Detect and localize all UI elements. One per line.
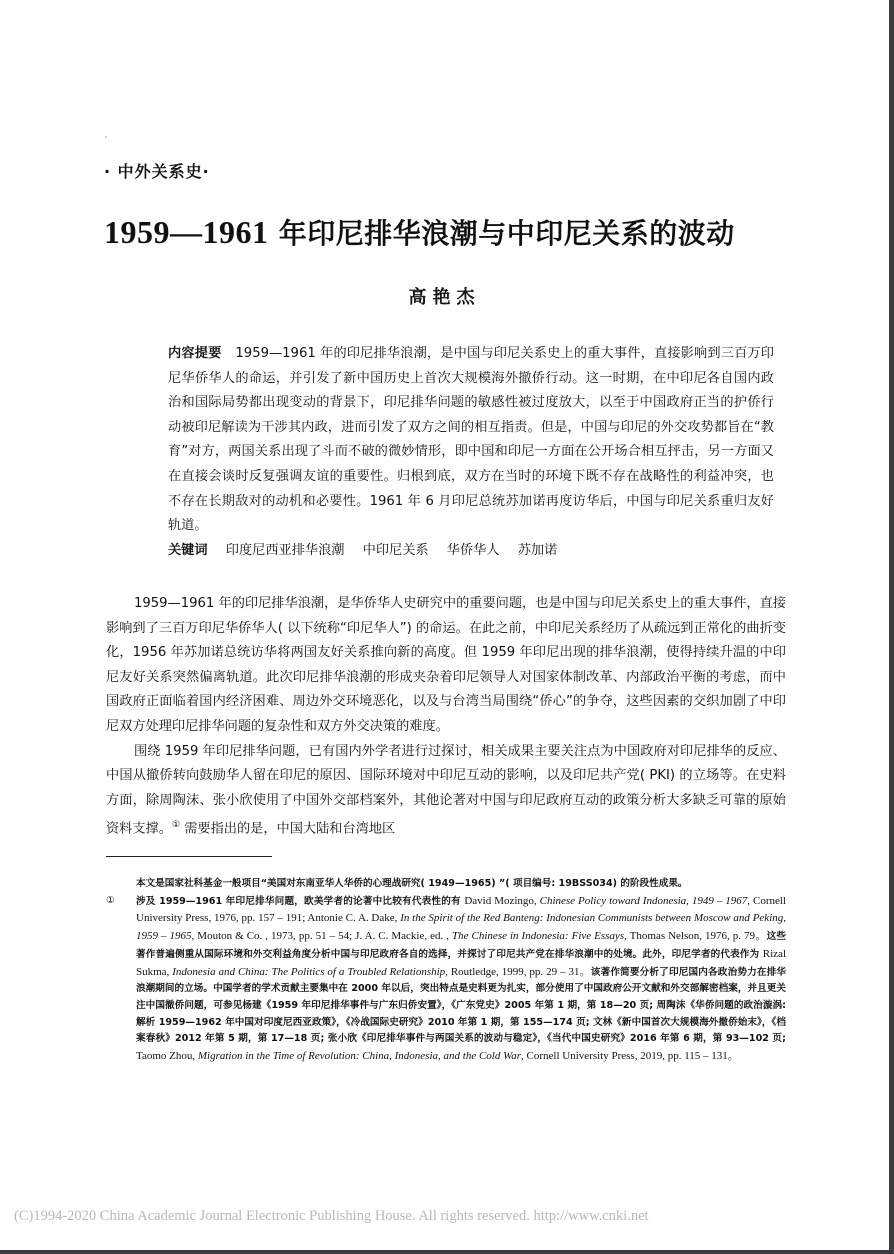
paragraph-text: 围绕 1959 年印尼排华问题，已有国内外学者进行过探讨，相关成果主要关注点为中国政府对印尼排华的反应、中国从撤侨转向鼓励华人留在印尼的原因、国际环境对中印尼互动的影响，以及印尼共产党( PKI) 的立场等。在史料方面，除周陶沫、张小欣使用了中国外交部档案外，其他论著对中国与印尼政府互动的政策分析大多缺乏可靠的原始资料支撑。 [106,743,786,837]
author: 高艳杰 [408,287,481,308]
footnote-text [136,893,786,1066]
fn-title: In the Spirit of the Red Banteng: Indonesian Communists between Moscow and Peking, 1959 – 1965 [136,912,786,943]
body-text [106,592,786,842]
fn-part: , Cornell University Press, 1976, pp. 157 – 191; Antonie C. A. Dake, [136,894,786,925]
abstract [168,342,774,539]
fn-part: , Routledge, 1999, pp. 29 – 31。 [445,965,591,978]
article-title [104,212,804,252]
fn-title: Indonesia and China: The Politics of a Troubled Relationship [172,965,446,978]
keywords-label: 关键词 [168,543,208,558]
abstract-label: 内容提要 [168,346,222,361]
fn-part: Taomo Zhou, [136,1050,198,1063]
fn-part: 涉及 1959—1961 年印尼排华问题，欧美学者的论著中比较有代表性的有 [136,895,465,907]
fn-title: The Chinese in Indonesia: Five Essays [452,930,625,943]
keyword: 印度尼西亚排华浪潮 [225,543,345,558]
keyword: 苏加诺 [517,543,558,558]
footnote-1 [106,893,786,1066]
fn-title: Chinese Policy toward Indonesia, 1949 – 1967 [539,894,748,907]
footnote-mark: ① [106,894,115,906]
paragraph: 1959—1961 年的印尼排华浪潮，是华侨华人史研究中的重要问题，也是中国与印尼关系史上的重大事件，直接影响到了三百万印尼华侨华人( 以下统称“印尼华人”) 的命运。在此之前，中印尼关系经历了从疏远到正常化的曲折变化，1956 年苏加诺总统访华将两国友好关系推向新的高度。但 1959 年印尼出现的排华浪潮，使得持续升温的中印尼友好关系突然偏离轨道。此次印尼排华浪潮的形成夹杂着印尼领导人对国家体制改革、内部政治平衡的考虑，而中国政府正面临着国内经济困难、周边外交环境恶化，以及与台湾当局围绕“侨心”的争夺，这些因素的交织加剧了中印尼双方处理印尼排华问题的复杂性和双方外交决策的难度。 [106,596,786,734]
funding-note: 本文是国家社科基金一般项目“美国对东南亚华人华侨的心理战研究( 1949—1965) ”( 项目编号: 19BSS034) 的阶段性成果。 [136,878,688,889]
scan-speck [105,136,107,138]
paragraph-tail: 需要指出的是，中国大陆和台湾地区 [180,821,396,837]
paragraph [106,740,786,843]
footnote-ref[interactable]: ① [171,820,181,831]
fn-part: 这些著作普遍侧重从国际环境和外交利益角度分析中国与印尼政府各自的选择，并探讨了印尼共产党在排华浪潮中的处境。此外，印尼学者的代表作为 [136,931,787,960]
title-text: 年印尼排华浪潮与中印尼关系的波动 [268,217,735,250]
fn-part: Rizal Sukma, [136,947,786,978]
fn-part: , Mouton & Co. , 1973, pp. 51 – 54; J. A. C. Mackie, ed. , [191,930,453,943]
copyright-footer: (C)1994-2020 China Academic Journal Electronic Publishing House. All rights reserved. http://www.cnki.net [14,1208,649,1224]
fn-part: 该著作简要分析了印尼国内各政治势力在排华浪潮期间的立场。中国学者的学术贡献主要集中在 2000 年以后，突出特点是史料更为扎实，部分使用了中国政府公开文献和外交部解密档案，并且更关注中国撤侨问题，可参见杨建《1959 年印尼排华事件与广东归侨安置》，《广东党史》2005 年第 1 期，第 18—20 页; 周陶沫《华侨问题的政治漩涡: 解析 1959—1962 年中国对印度尼西亚政策》，《冷战国际史研究》2010 年第 1 期，第 155—174 页; 文林《新中国首次大规模海外撤侨始末》，《档案春秋》2012 年第 5 期，第 17—18 页; 张小欣《印尼排华事件与两国关系的波动与稳定》，《当代中国史研究》2016 年第 6 期，第 93—102 页; [136,966,787,1045]
keywords [168,539,774,563]
fn-title: Migration in the Time of Revolution: China, Indonesia, and the Cold War [197,1050,522,1063]
fn-part: , Cornell University Press, 2019, pp. 115 – 131。 [521,1050,739,1063]
footnote-separator [106,856,272,857]
title-years: 1959—1961 [104,214,269,250]
fn-part: , Thomas Nelson, 1976, p. 79。 [624,930,767,943]
fn-part: David Mozingo, [464,894,540,907]
abstract-text: 1959—1961 年的印尼排华浪潮，是中国与印尼关系史上的重大事件，直接影响到三百万印尼华侨华人的命运，并引发了新中国历史上首次大规模海外撤侨行动。这一时期，在中印尼各自国内政治和国际局势都出现变动的背景下，印尼排华问题的敏感性被过度放大，以至于中国政府正当的护侨行动被印尼解读为干涉其内政，进而引发了双方之间的相互指责。但是，中国与印尼的外交攻势都旨在“教育”对方，两国关系出现了斗而不破的微妙情形，即中国和印尼一方面在公开场合相互抨击，另一方面又在直接会谈时反复强调友谊的重要性。归根到底，双方在当时的环境下既不存在战略性的利益冲突，也不存在长期敌对的动机和必要性。1961 年 6 月印尼总统苏加诺再度访华后，中国与印尼关系重归友好轨道。 [168,346,774,534]
keyword: 中印尼关系 [362,543,429,558]
keyword: 华侨华人 [446,543,500,558]
column-tag: · 中外关系史· [104,162,210,181]
footnotes [106,876,786,1066]
